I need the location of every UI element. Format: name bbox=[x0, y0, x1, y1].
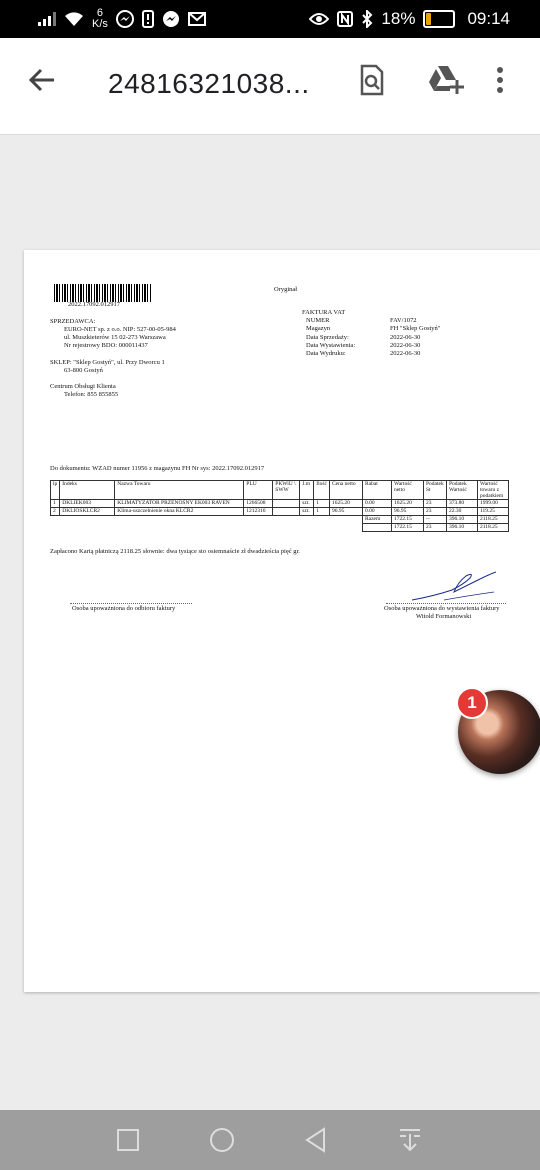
column-header: Nazwa Towaru bbox=[115, 481, 244, 500]
table-cell: szt. bbox=[300, 508, 314, 516]
table-cell: 1999.00 bbox=[477, 500, 508, 508]
back-triangle-icon[interactable] bbox=[302, 1126, 330, 1154]
signature-line bbox=[386, 603, 506, 604]
signature-left-caption: Osoba upoważniona do odbioru faktury bbox=[72, 605, 176, 612]
meta-value: FH "Sklep Gostyń" bbox=[390, 325, 441, 332]
table-cell bbox=[362, 524, 391, 532]
column-header: Podatek Wartość bbox=[446, 481, 477, 500]
table-cell: 1 bbox=[314, 500, 330, 508]
column-header: lp bbox=[51, 481, 60, 500]
system-nav-bar bbox=[0, 1110, 540, 1170]
table-cell: 1 bbox=[51, 500, 60, 508]
meta-value: 2022-06-30 bbox=[390, 342, 421, 349]
table-cell: 23 bbox=[423, 524, 446, 532]
column-header: Wartość towaru z podatkiem bbox=[477, 481, 508, 500]
signature-image bbox=[404, 566, 500, 606]
table-cell: 1212316 bbox=[244, 508, 273, 516]
messenger-icon bbox=[116, 10, 134, 28]
original-label: Oryginał bbox=[274, 286, 298, 293]
more-vert-icon[interactable] bbox=[492, 64, 508, 96]
meta-label: Data Wystawienia: bbox=[306, 342, 356, 349]
battery-icon bbox=[423, 10, 455, 28]
shop-line: 63-800 Gostyń bbox=[64, 367, 103, 374]
column-header: PKWiU \ SWW bbox=[273, 481, 300, 500]
table-cell bbox=[273, 508, 300, 516]
table-cell: 0.00 bbox=[362, 500, 391, 508]
table-cell bbox=[273, 500, 300, 508]
notification-badge: 1 bbox=[456, 687, 488, 719]
payment-line: Zapłacono Kartą płatniczą 2118.25 słownie: dwa tysiące sto osiemnaście zł dwadzieścia pięć gr. bbox=[50, 548, 300, 555]
barcode-number: 2022.17092.012917 bbox=[68, 301, 120, 308]
gmail-icon bbox=[188, 12, 206, 26]
column-header: J.m bbox=[300, 481, 314, 500]
column-header: Indeks bbox=[60, 481, 115, 500]
seller-line: EURO-NET sp. z o.o. NIP: 527-00-05-984 bbox=[64, 326, 176, 333]
status-bar bbox=[0, 0, 540, 38]
notification-pull-down-icon[interactable] bbox=[396, 1126, 424, 1154]
table-cell: 373.80 bbox=[446, 500, 477, 508]
column-header: Cena netto bbox=[329, 481, 362, 500]
net-speed: 6 K/s bbox=[92, 7, 108, 30]
meta-label: NUMER bbox=[306, 317, 330, 324]
table-cell: 22.30 bbox=[446, 508, 477, 516]
battery-percent: 18% bbox=[381, 9, 416, 28]
bluetooth-icon bbox=[361, 10, 373, 28]
column-header: Wartość netto bbox=[391, 481, 423, 500]
table-cell: 1266508 bbox=[244, 500, 273, 508]
seller-line: Nr rejestrowy BDO: 000011437 bbox=[64, 342, 148, 349]
clock: 09:14 bbox=[467, 9, 510, 28]
google-drive-add-icon[interactable] bbox=[428, 64, 464, 96]
summary-row bbox=[51, 524, 509, 532]
nfc-icon bbox=[337, 11, 353, 27]
eye-icon bbox=[309, 12, 329, 26]
column-header: Ilość bbox=[314, 481, 330, 500]
invoice-page bbox=[24, 250, 540, 992]
signal-icon bbox=[38, 12, 56, 26]
table-cell: 0.00 bbox=[362, 508, 391, 516]
meta-value: 2022-06-30 bbox=[390, 350, 421, 357]
items-table bbox=[50, 480, 509, 532]
table-cell: 396.10 bbox=[446, 516, 477, 524]
wifi-icon bbox=[64, 11, 84, 27]
table-cell: 1 bbox=[314, 508, 330, 516]
table-header-row bbox=[51, 481, 509, 500]
signature-right-caption: Osoba upoważniona do wystawienia faktury bbox=[384, 605, 500, 612]
table-cell: 23 bbox=[423, 508, 446, 516]
table-cell: -- bbox=[423, 516, 446, 524]
reference-line: Do dokumentu: WZAD numer 11956 z magazynu FH Nr sys: 2022.17092.012917 bbox=[50, 465, 265, 472]
table-cell: DKLIEK003 bbox=[60, 500, 115, 508]
barcode bbox=[54, 284, 152, 302]
table-cell: 1722.15 bbox=[391, 524, 423, 532]
invoice-title: FAKTURA VAT bbox=[302, 309, 346, 316]
summary-row bbox=[51, 516, 509, 524]
service-line: Centrum Obsługi Klienta bbox=[50, 383, 116, 390]
recents-square-icon[interactable] bbox=[114, 1126, 142, 1154]
table-cell: 119.25 bbox=[477, 508, 508, 516]
meta-label: Data Wydruku: bbox=[306, 350, 346, 357]
arrow-left-icon[interactable] bbox=[26, 64, 58, 96]
column-header: Podatek St bbox=[423, 481, 446, 500]
meta-label: Data Sprzedaży: bbox=[306, 334, 349, 341]
meta-value: FAV/1072 bbox=[390, 317, 417, 324]
app-bar bbox=[0, 38, 540, 135]
table-cell: 396.10 bbox=[446, 524, 477, 532]
table-cell: 1625.20 bbox=[391, 500, 423, 508]
shop-line: SKLEP: "Sklep Gostyń", ul. Przy Dworcu 1 bbox=[50, 359, 165, 366]
table-cell: 1722.15 bbox=[391, 516, 423, 524]
meta-label: Magazyn bbox=[306, 325, 331, 332]
document-title: 24816321038... bbox=[108, 68, 310, 99]
table-cell: 23 bbox=[423, 500, 446, 508]
service-line: Telefon: 855 855855 bbox=[64, 391, 119, 398]
table-cell: 1625.20 bbox=[329, 500, 362, 508]
seller-label: SPRZEDAWCA: bbox=[50, 318, 96, 325]
table-cell: 2 bbox=[51, 508, 60, 516]
table-cell: 2118.25 bbox=[477, 516, 508, 524]
table-cell: DKLIOSKLCR2 bbox=[60, 508, 115, 516]
document-search-icon[interactable] bbox=[356, 64, 388, 96]
alert-icon bbox=[142, 10, 154, 28]
seller-line: ul. Muszkieterów 15 02-273 Warszawa bbox=[64, 334, 166, 341]
signature-name: Witold Formanowski bbox=[416, 613, 472, 620]
table-row bbox=[51, 500, 509, 508]
table-cell: Klima-uszczelnienie okna KLCR2 bbox=[115, 508, 244, 516]
column-header: Rabat bbox=[362, 481, 391, 500]
table-cell: 2118.25 bbox=[477, 524, 508, 532]
meta-value: 2022-06-30 bbox=[390, 334, 421, 341]
signature-line bbox=[70, 603, 192, 604]
table-cell: 96.95 bbox=[329, 508, 362, 516]
messenger-icon-2 bbox=[162, 10, 180, 28]
table-cell: szt. bbox=[300, 500, 314, 508]
column-header: PLU bbox=[244, 481, 273, 500]
table-row bbox=[51, 508, 509, 516]
table-cell: KLIMATYZATOR PRZENOŚNY EK003 RAVEN bbox=[115, 500, 244, 508]
table-cell: 96.95 bbox=[391, 508, 423, 516]
table-cell: Razem bbox=[362, 516, 391, 524]
home-circle-icon[interactable] bbox=[208, 1126, 236, 1154]
